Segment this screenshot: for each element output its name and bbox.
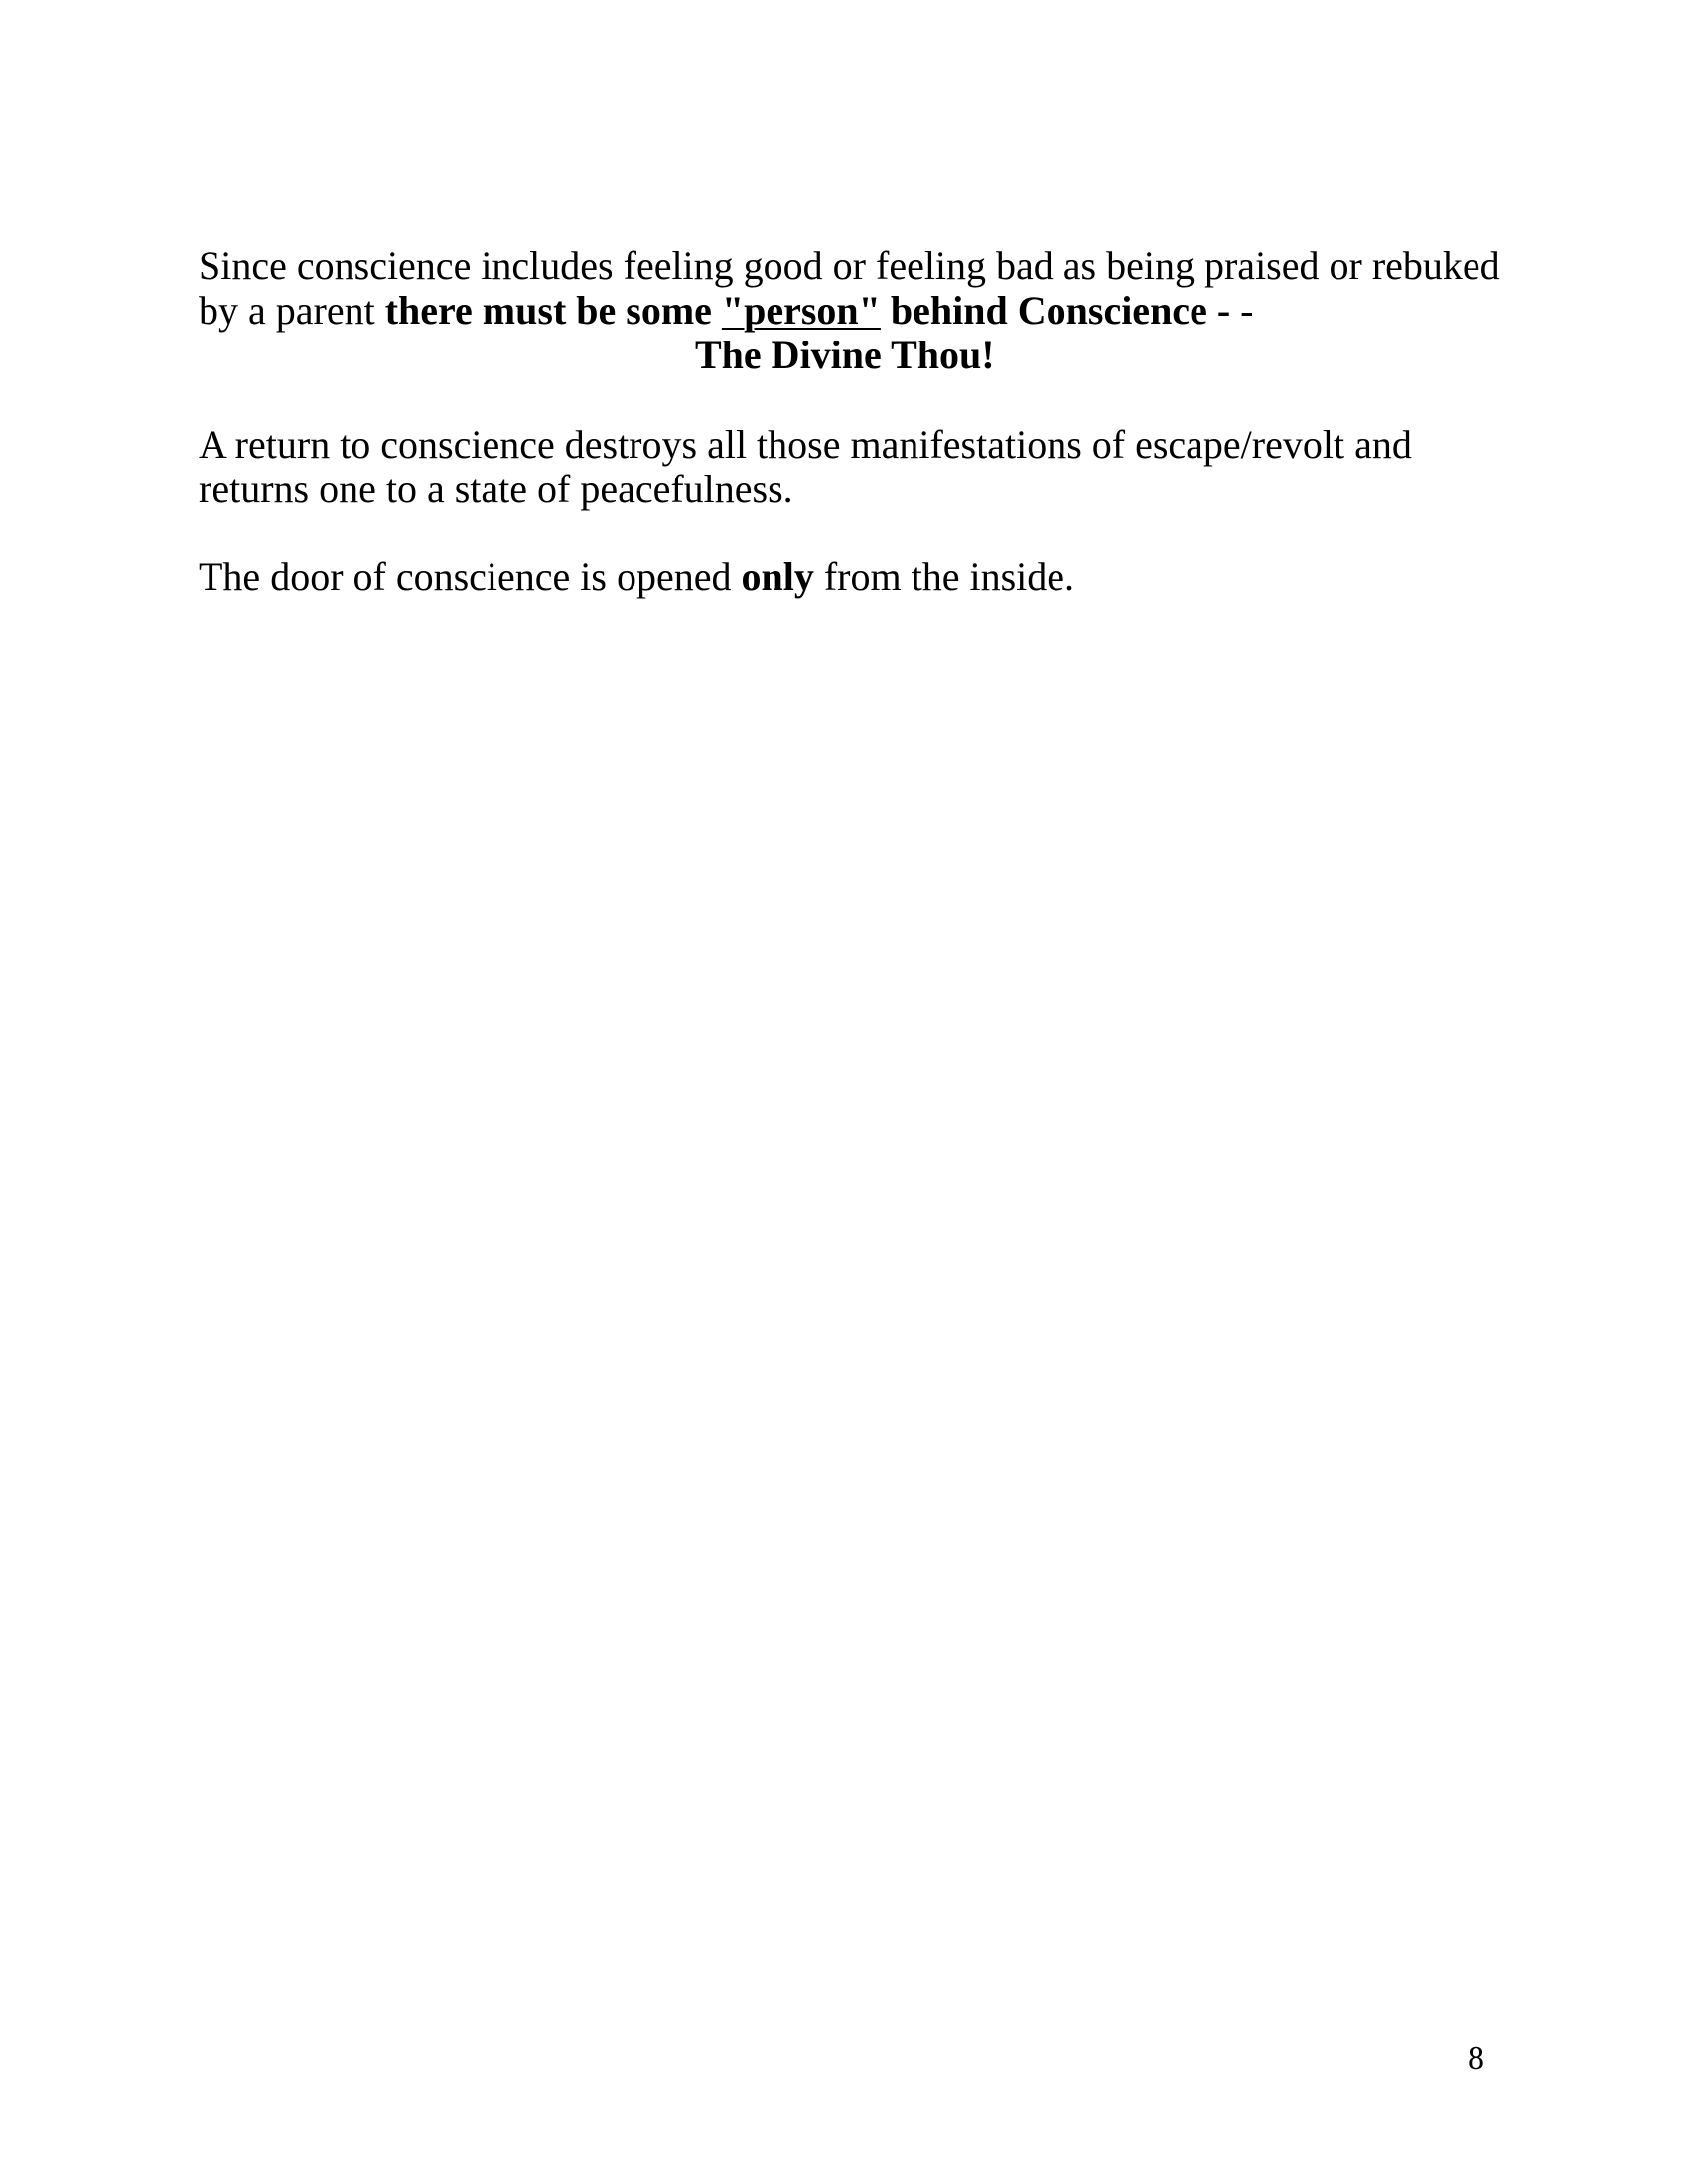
plain-text-before: The door of conscience is opened: [199, 554, 742, 599]
plain-text: by a parent: [199, 288, 385, 333]
paragraph-return-to-conscience: [199, 422, 1489, 511]
bold-text-continued: behind Conscience -: [880, 288, 1231, 333]
bold-text: there must be some: [384, 288, 722, 333]
paragraph-divine-thou: [199, 243, 1500, 377]
underlined-bold-text: [722, 288, 881, 333]
paragraph-1-line-3: [199, 333, 1489, 377]
bold-only: only: [741, 554, 814, 599]
plain-text-after: from the inside.: [813, 554, 1074, 599]
paragraph-3-line-1: [199, 554, 1489, 599]
paragraph-2-line-1: A return to conscience destroys all those manifestations of escape/revolt and: [199, 422, 1412, 467]
divine-thou-heading: The Divine Thou!: [695, 333, 995, 377]
page-number: 8: [1468, 2040, 1484, 2077]
paragraph-1-line-1: Since conscience includes feeling good or feeling bad as being praised or rebuked: [199, 243, 1500, 288]
trailing-dash: -: [1230, 288, 1254, 333]
paragraph-1-line-2: [199, 288, 1489, 333]
paragraph-2-line-2: returns one to a state of peacefulness.: [199, 467, 793, 511]
person-underlined: "person": [721, 288, 881, 333]
paragraph-door-of-conscience: [199, 554, 1489, 599]
